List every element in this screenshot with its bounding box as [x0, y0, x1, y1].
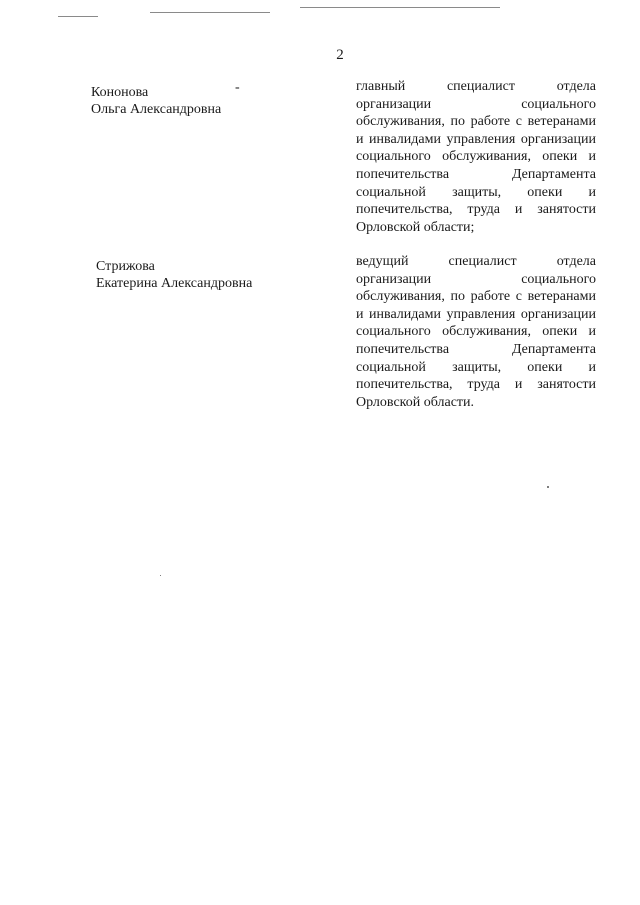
- member-position: ведущий специалист отдела организации социального обслуживания, по работе с ветеранами и инвалидами управления организации социального обслуживания, опеки и попечительства Департамента социальной защиты, опеки и попечительства, труда и занятости Орловской области.: [356, 254, 596, 410]
- member-given-names: Ольга Александровна: [91, 102, 222, 117]
- scan-artifact-line: [150, 12, 270, 13]
- member-position: главный специалист отдела организации социального обслуживания, по работе с ветеранами и инвалидами управления организации социального обслуживания, опеки и попечительства Департамента социальной защиты, опеки и попечительства, труда и занятости Орловской области;: [356, 79, 596, 235]
- scan-speck: [160, 575, 161, 576]
- scan-artifact-line: [58, 16, 98, 17]
- page-number: 2: [336, 47, 344, 63]
- scan-artifact-line: [300, 7, 500, 8]
- member-name: [91, 84, 221, 118]
- name-separator-dash: -: [235, 80, 240, 95]
- member-surname: Стрижова: [96, 259, 155, 274]
- scan-speck: [547, 486, 549, 488]
- member-surname: Кононова: [91, 85, 149, 100]
- member-name: [96, 258, 252, 292]
- member-given-names: Екатерина Александровна: [96, 276, 253, 291]
